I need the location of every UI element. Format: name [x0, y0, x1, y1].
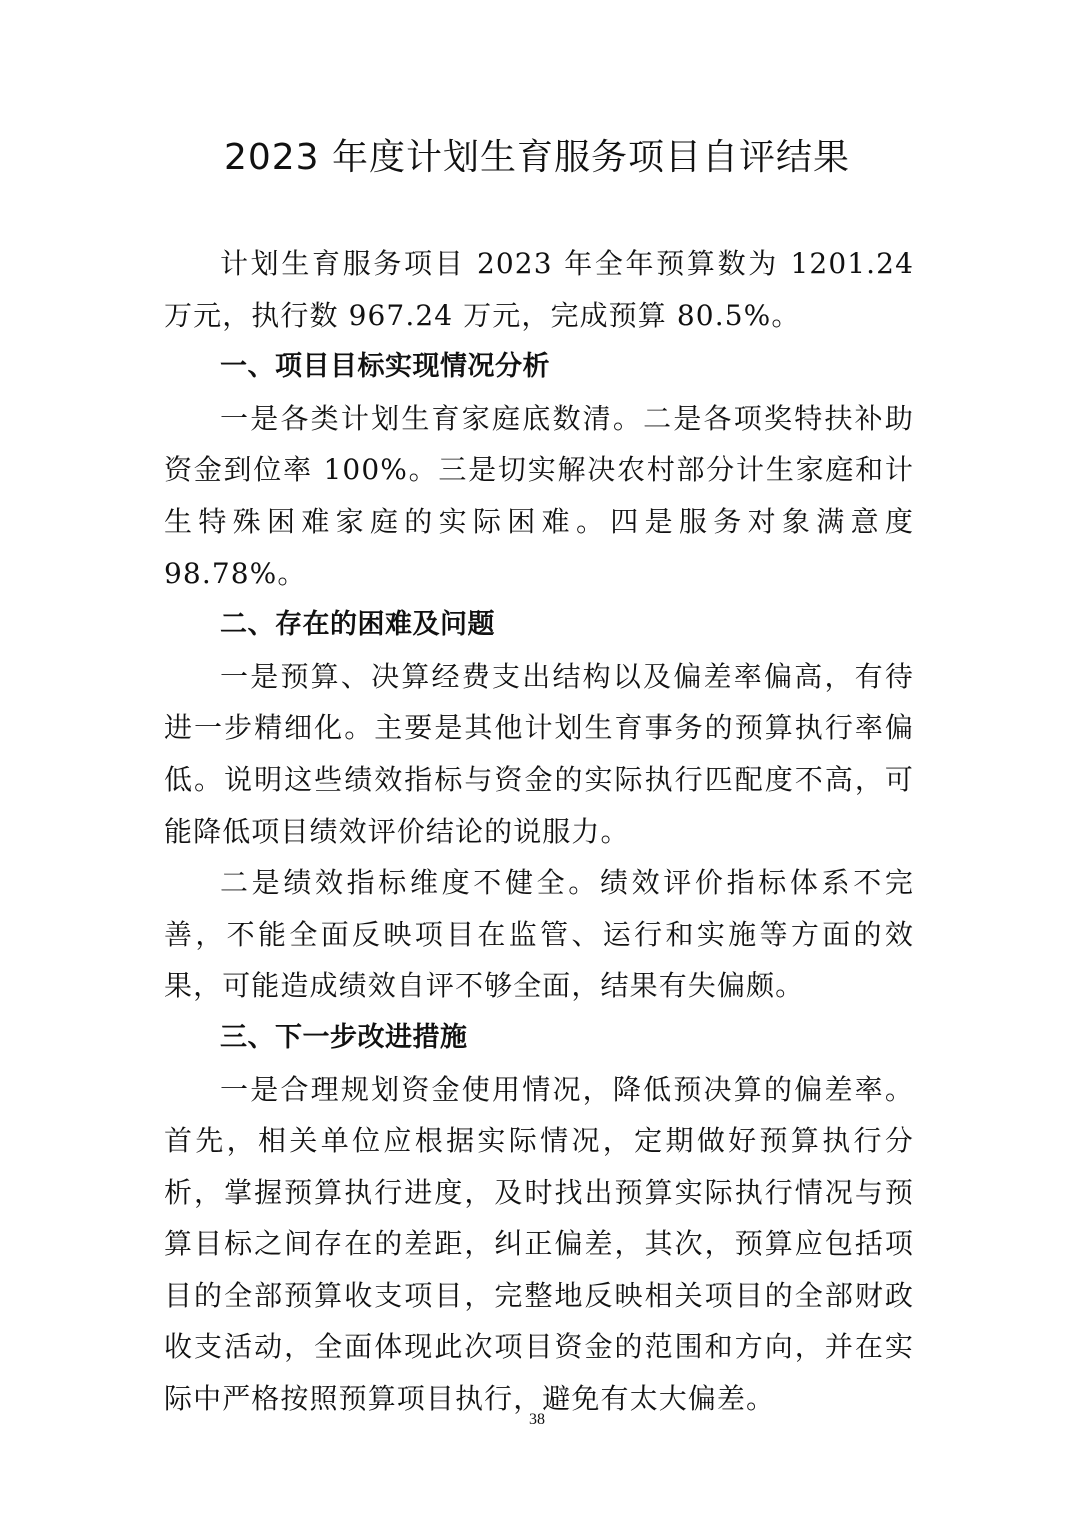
section-goals-paragraph: 一是各类计划生育家庭底数清。二是各项奖特扶补助资金到位率 100%。三是切实解决农村部分计生家庭和计生特殊困难家庭的实际困难。四是服务对象满意度 98.78%。: [164, 401, 914, 590]
section-improvements-paragraph: 一是合理规划资金使用情况，降低预决算的偏差率。首先，相关单位应根据实际情况，定期做好预算执行分析，掌握预算执行进度，及时找出预算实际执行情况与预算目标之间存在的差距，纠正偏差，其次，预算应包括项目的全部预算收支项目，完整地反映相关项目的全部财政收支活动，全面体现此次项目资金的范围和方向，并在实际中严格按照预算项目执行，避免有太大偏差。: [164, 1072, 914, 1416]
document-title: 2023 年度计划生育服务项目自评结果: [223, 137, 851, 178]
document-body: [164, 238, 914, 1425]
section-heading-goals: 一、项目目标实现情况分析: [220, 351, 550, 383]
page-number: 38: [529, 1411, 545, 1428]
section-problems-paragraph-1: 一是预算、决算经费支出结构以及偏差率偏高，有待进一步精细化。主要是其他计划生育事务的预算执行率偏低。说明这些绩效指标与资金的实际执行匹配度不高，可能降低项目绩效评价结论的说服力。: [164, 659, 914, 848]
intro-paragraph: 计划生育服务项目 2023 年全年预算数为 1201.24 万元，执行数 967.24 万元，完成预算 80.5%。: [164, 247, 914, 332]
section-heading-problems: 二、存在的困难及问题: [220, 609, 495, 641]
section-problems-paragraph-2: 二是绩效指标维度不健全。绩效评价指标体系不完善，不能全面反映项目在监管、运行和实施等方面的效果，可能造成绩效自评不够全面，结果有失偏颇。: [164, 866, 914, 1003]
section-heading-improvements: 三、下一步改进措施: [220, 1021, 468, 1053]
